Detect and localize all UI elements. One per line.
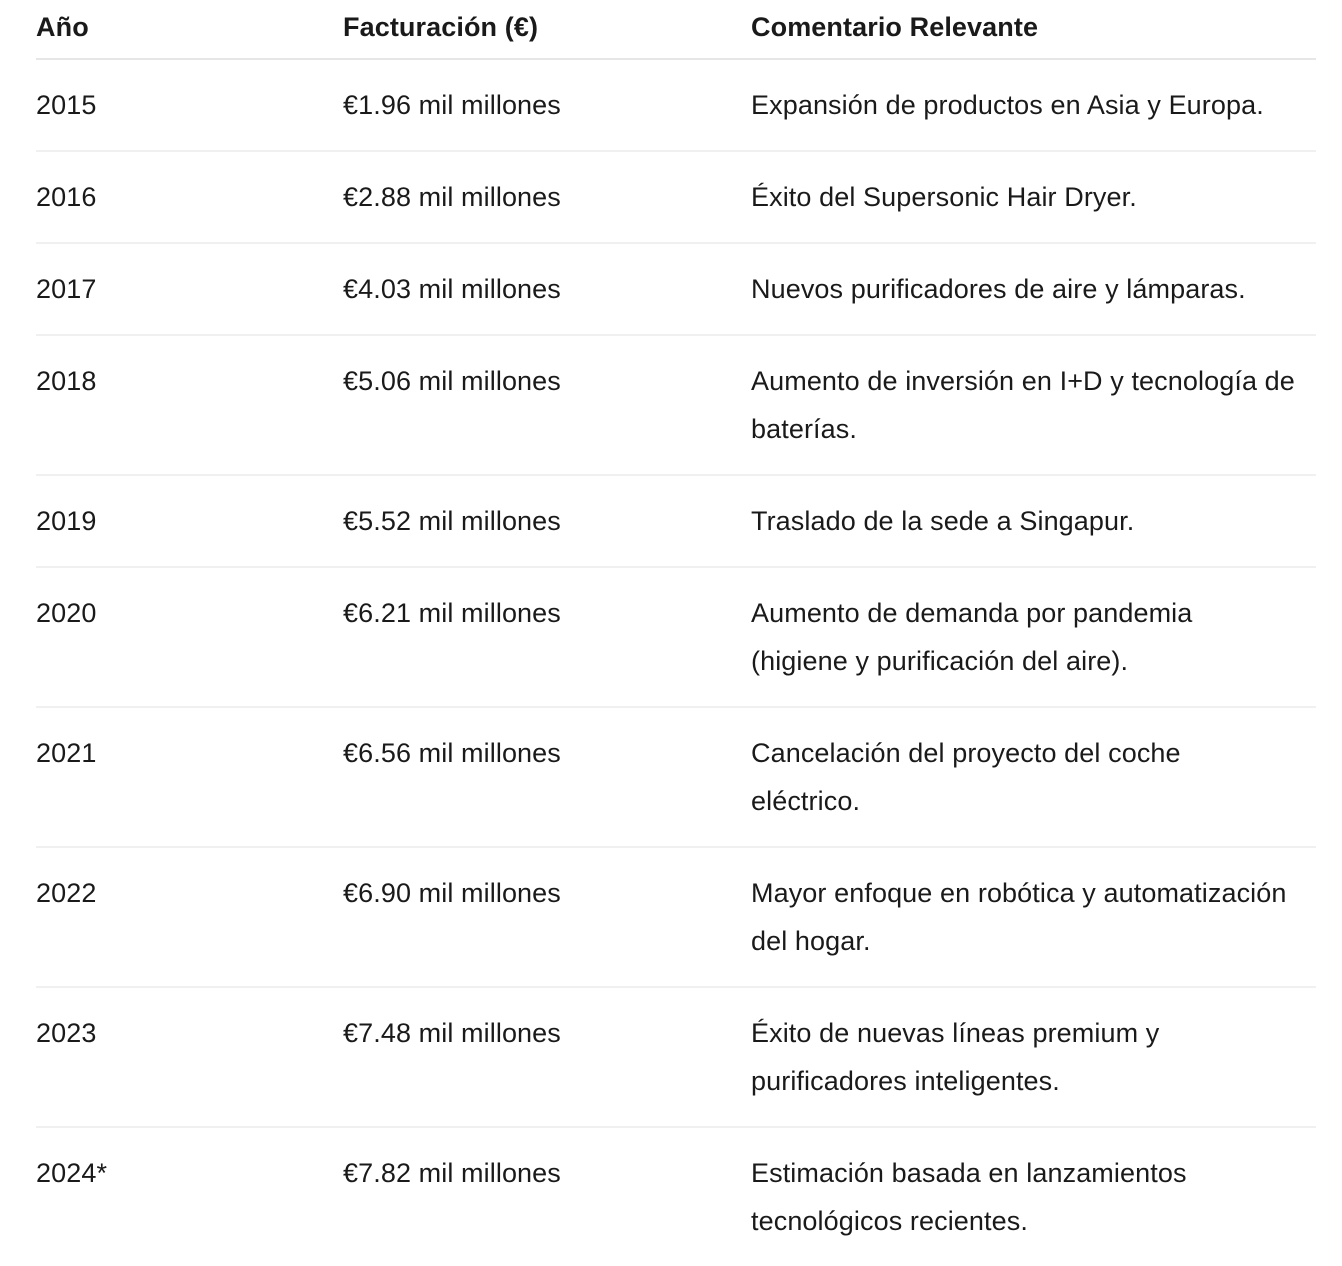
cell-year: 2020 bbox=[36, 567, 343, 707]
header-year bbox=[36, 0, 343, 59]
cell-comment: Expansión de productos en Asia y Europa. bbox=[751, 59, 1316, 151]
table-row bbox=[36, 151, 1316, 243]
header-row bbox=[36, 0, 1316, 59]
cell-year: 2016 bbox=[36, 151, 343, 243]
table-header bbox=[36, 0, 1316, 59]
table-row bbox=[36, 567, 1316, 707]
cell-revenue: €6.90 mil millones bbox=[343, 847, 751, 987]
cell-year: 2021 bbox=[36, 707, 343, 847]
header-revenue-label: Facturación (€) bbox=[343, 11, 539, 42]
cell-year: 2019 bbox=[36, 475, 343, 567]
cell-year: 2022 bbox=[36, 847, 343, 987]
cell-comment: Traslado de la sede a Singapur. bbox=[751, 475, 1316, 567]
cell-revenue: €5.06 mil millones bbox=[343, 335, 751, 475]
revenue-table-container bbox=[36, 0, 1316, 1266]
cell-revenue: €7.82 mil millones bbox=[343, 1158, 561, 1188]
cell-comment: Éxito del Supersonic Hair Dryer. bbox=[751, 151, 1316, 243]
table-row bbox=[36, 475, 1316, 567]
header-comment-label: Comentario Relevante bbox=[751, 11, 1039, 42]
cell-revenue: €4.03 mil millones bbox=[343, 243, 751, 335]
table-row bbox=[36, 59, 1316, 151]
header-revenue bbox=[343, 0, 751, 59]
table-row bbox=[36, 1127, 1316, 1266]
cell-comment: Aumento de inversión en I+D y tecnología de baterías. bbox=[751, 335, 1316, 475]
table-body bbox=[36, 59, 1316, 1266]
cell-year: 2018 bbox=[36, 335, 343, 475]
cell-year: 2017 bbox=[36, 243, 343, 335]
table-row bbox=[36, 987, 1316, 1127]
cell-revenue: €1.96 mil millones bbox=[343, 59, 751, 151]
table-row bbox=[36, 847, 1316, 987]
cell-year: 2015 bbox=[36, 59, 343, 151]
cell-revenue: €6.56 mil millones bbox=[343, 707, 751, 847]
cell-comment: Cancelación del proyecto del coche eléctrico. bbox=[751, 707, 1316, 847]
cell-revenue: €5.52 mil millones bbox=[343, 475, 751, 567]
header-year-label: Año bbox=[36, 11, 89, 42]
cell-revenue: €7.48 mil millones bbox=[343, 987, 751, 1127]
cell-year: 2024* bbox=[36, 1158, 108, 1188]
cell-comment: Éxito de nuevas líneas premium y purificadores inteligentes. bbox=[751, 987, 1316, 1127]
cell-comment: Estimación basada en lanzamientos tecnológicos recientes. bbox=[751, 1158, 1187, 1236]
cell-comment: Mayor enfoque en robótica y automatización del hogar. bbox=[751, 847, 1316, 987]
table-row bbox=[36, 707, 1316, 847]
header-comment bbox=[751, 0, 1316, 59]
cell-comment: Nuevos purificadores de aire y lámparas. bbox=[751, 243, 1316, 335]
table-row bbox=[36, 243, 1316, 335]
revenue-table bbox=[36, 0, 1316, 1266]
table-row bbox=[36, 335, 1316, 475]
cell-revenue: €2.88 mil millones bbox=[343, 151, 751, 243]
cell-year: 2023 bbox=[36, 987, 343, 1127]
cell-revenue: €6.21 mil millones bbox=[343, 567, 751, 707]
cell-comment: Aumento de demanda por pandemia (higiene y purificación del aire). bbox=[751, 567, 1316, 707]
